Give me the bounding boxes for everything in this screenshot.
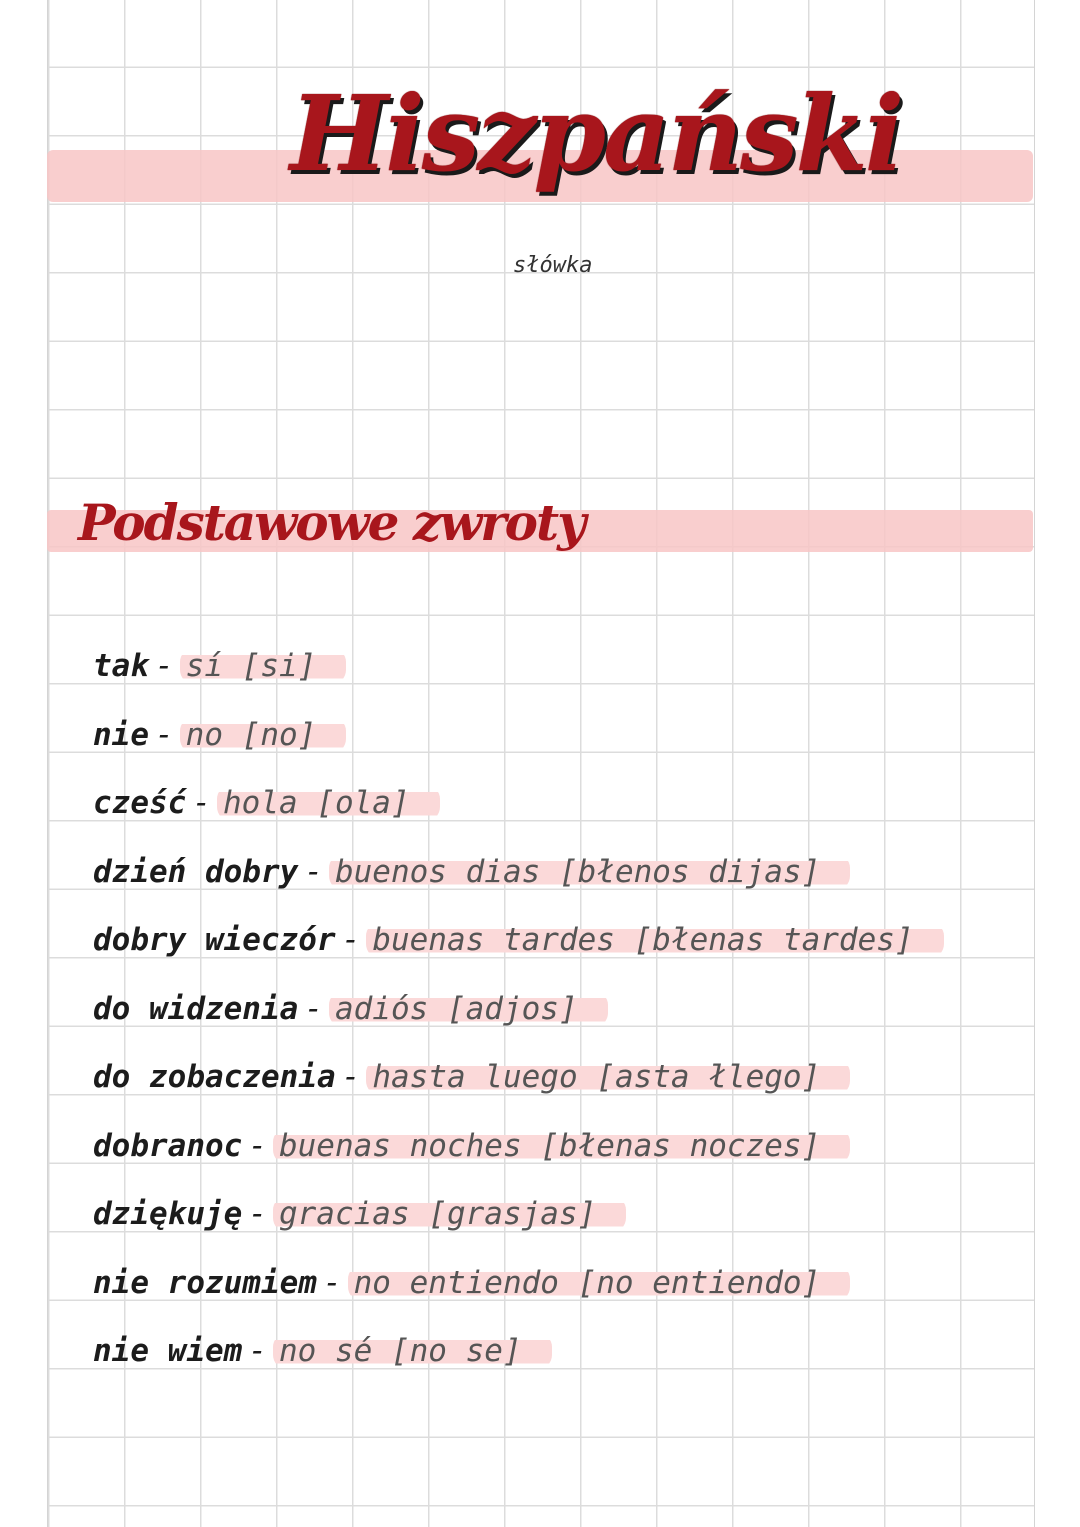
vocab-row — [93, 636, 1033, 705]
polish-word: do zobaczenia — [93, 1059, 336, 1095]
spanish-translation: hasta luego [asta łlego] — [366, 1059, 850, 1095]
vocab-row — [93, 979, 1033, 1048]
polish-word: cześć — [93, 785, 187, 821]
spanish-translation: hola [ola] — [217, 785, 440, 821]
separator: - — [192, 785, 211, 821]
separator: - — [322, 1264, 342, 1301]
vocab-row — [93, 773, 1033, 842]
polish-word: dziękuję — [93, 1196, 243, 1232]
spanish-translation: buenas tardes [błenas tardes] — [366, 922, 943, 958]
separator: - — [341, 1059, 361, 1095]
page-title: Hiszpański — [290, 72, 902, 195]
section-title: Podstawowe zwroty — [78, 493, 585, 552]
polish-word: nie rozumiem — [93, 1264, 317, 1301]
vocabulary-list — [93, 636, 1033, 1390]
separator: - — [248, 1333, 267, 1369]
separator: - — [155, 648, 174, 684]
polish-word: do widzenia — [93, 990, 299, 1027]
vocab-row — [93, 1321, 1033, 1390]
separator: - — [304, 990, 323, 1027]
vocab-row — [93, 842, 1033, 911]
separator: - — [248, 1196, 267, 1232]
spanish-translation: no [no] — [180, 717, 347, 753]
polish-word: dobranoc — [93, 1127, 243, 1164]
vocab-row — [93, 910, 1033, 979]
vocab-row — [93, 1253, 1033, 1322]
separator: - — [304, 853, 323, 890]
spanish-translation: sí [si] — [180, 648, 347, 684]
polish-word: nie wiem — [93, 1333, 243, 1369]
polish-word: tak — [93, 648, 149, 684]
vocab-row — [93, 1116, 1033, 1185]
vocab-row — [93, 705, 1033, 774]
spanish-translation: buenos dias [błenos dijas] — [329, 854, 850, 890]
spanish-translation: no sé [no se] — [273, 1333, 552, 1369]
spanish-translation: buenas noches [błenas noczes] — [273, 1128, 850, 1164]
vocab-row — [93, 1184, 1033, 1253]
separator: - — [341, 922, 361, 958]
spanish-translation: gracias [grasjas] — [273, 1196, 626, 1232]
separator: - — [248, 1127, 267, 1164]
spanish-translation: no entiendo [no entiendo] — [348, 1265, 851, 1301]
polish-word: nie — [93, 716, 149, 753]
polish-word: dzień dobry — [93, 853, 299, 890]
spanish-translation: adiós [adjos] — [329, 991, 608, 1027]
separator: - — [155, 716, 174, 753]
polish-word: dobry wieczór — [93, 922, 336, 958]
vocab-row — [93, 1047, 1033, 1116]
page-subtitle: słówka — [513, 253, 593, 278]
